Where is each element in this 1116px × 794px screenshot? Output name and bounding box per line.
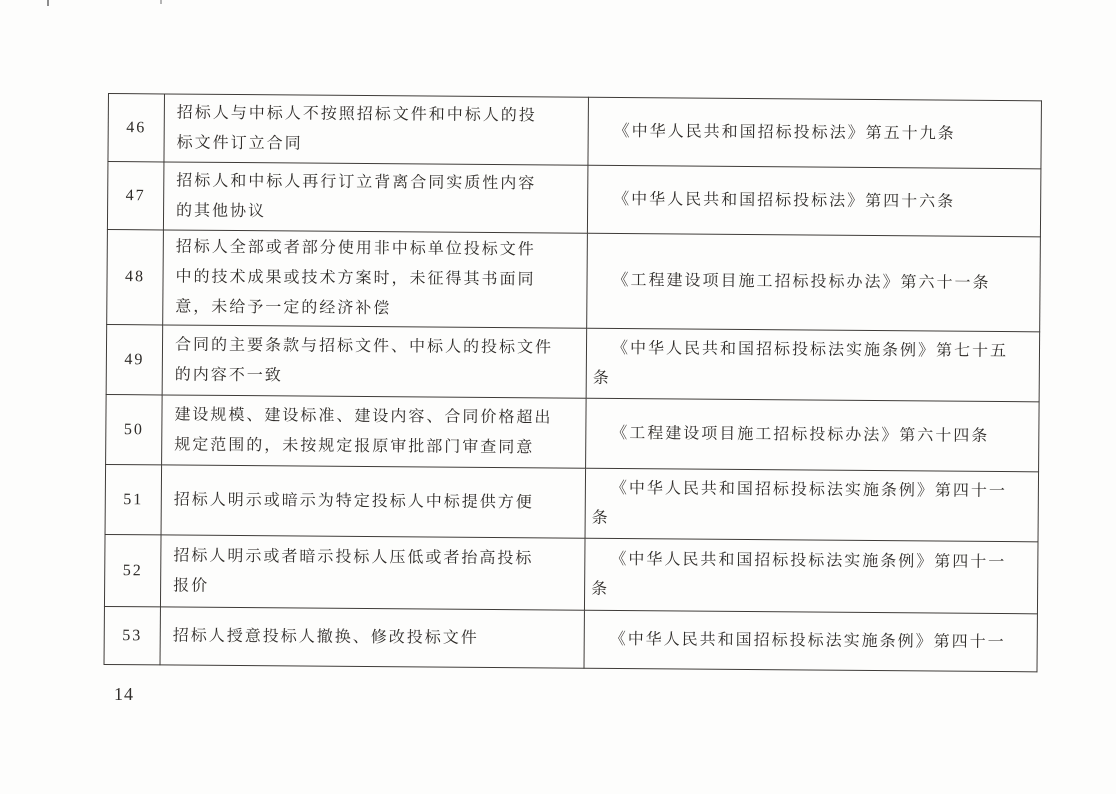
row-number-cell: 48 bbox=[107, 229, 164, 324]
table-row bbox=[105, 464, 1039, 541]
legal-basis-cell: 《中华人民共和国招标投标法实施条例》第七十五 条 bbox=[586, 328, 1040, 402]
violation-description-cell: 建设规模、建设标准、建设内容、合同价格超出 规定范围的，未按规定报原审批部门审查同意 bbox=[162, 395, 587, 468]
legal-basis-cell: 《中华人民共和国招标投标法实施条例》第四十一 bbox=[584, 610, 1037, 672]
table-row bbox=[106, 324, 1040, 401]
legal-basis-cell: 《工程建设项目施工招标投标办法》第六十一条 bbox=[587, 233, 1041, 332]
row-number-cell: 51 bbox=[105, 464, 162, 534]
violations-table-grid bbox=[104, 93, 1042, 672]
table-row bbox=[108, 94, 1042, 169]
page-number: 14 bbox=[114, 684, 134, 704]
violation-description-cell: 招标人明示或暗示为特定投标人中标提供方便 bbox=[161, 465, 586, 538]
table-row bbox=[104, 606, 1037, 671]
table-row bbox=[107, 162, 1041, 237]
scan-artifact-tick bbox=[160, 0, 162, 4]
legal-basis-cell: 《中华人民共和国招标投标法》第五十九条 bbox=[588, 97, 1042, 169]
legal-basis-cell: 《中华人民共和国招标投标法实施条例》第四十一 条 bbox=[585, 468, 1039, 542]
legal-basis-cell: 《中华人民共和国招标投标法实施条例》第四十一 条 bbox=[584, 538, 1038, 614]
legal-basis-cell: 《中华人民共和国招标投标法》第四十六条 bbox=[587, 165, 1041, 237]
table-row bbox=[107, 229, 1041, 331]
table-row bbox=[106, 394, 1040, 471]
legal-basis-cell: 《工程建设项目施工招标投标办法》第六十四条 bbox=[586, 398, 1040, 472]
row-number-cell: 46 bbox=[108, 94, 165, 162]
violation-description-cell: 招标人与中标人不按照招标文件和中标人的投 标文件订立合同 bbox=[164, 94, 589, 165]
row-number-cell: 52 bbox=[104, 534, 161, 606]
table-row bbox=[104, 534, 1038, 613]
scan-artifact-tick bbox=[47, 0, 49, 6]
row-number-cell: 49 bbox=[106, 324, 163, 394]
violations-table bbox=[104, 93, 1042, 672]
violation-description-cell: 招标人和中标人再行订立背离合同实质性内容 的其他协议 bbox=[163, 162, 588, 233]
violation-description-cell: 招标人全部或者部分使用非中标单位投标文件 中的技术成果或技术方案时，未征得其书面同 意，未给予一定的经济补偿 bbox=[163, 230, 588, 328]
table-body bbox=[104, 94, 1041, 672]
violation-description-cell: 合同的主要条款与招标文件、中标人的投标文件 的内容不一致 bbox=[162, 325, 587, 398]
row-number-cell: 53 bbox=[104, 606, 160, 664]
row-number-cell: 47 bbox=[107, 162, 164, 230]
violation-description-cell: 招标人授意投标人撤换、修改投标文件 bbox=[160, 607, 584, 668]
violation-description-cell: 招标人明示或者暗示投标人压低或者抬高投标 报价 bbox=[160, 535, 585, 610]
row-number-cell: 50 bbox=[106, 394, 163, 464]
